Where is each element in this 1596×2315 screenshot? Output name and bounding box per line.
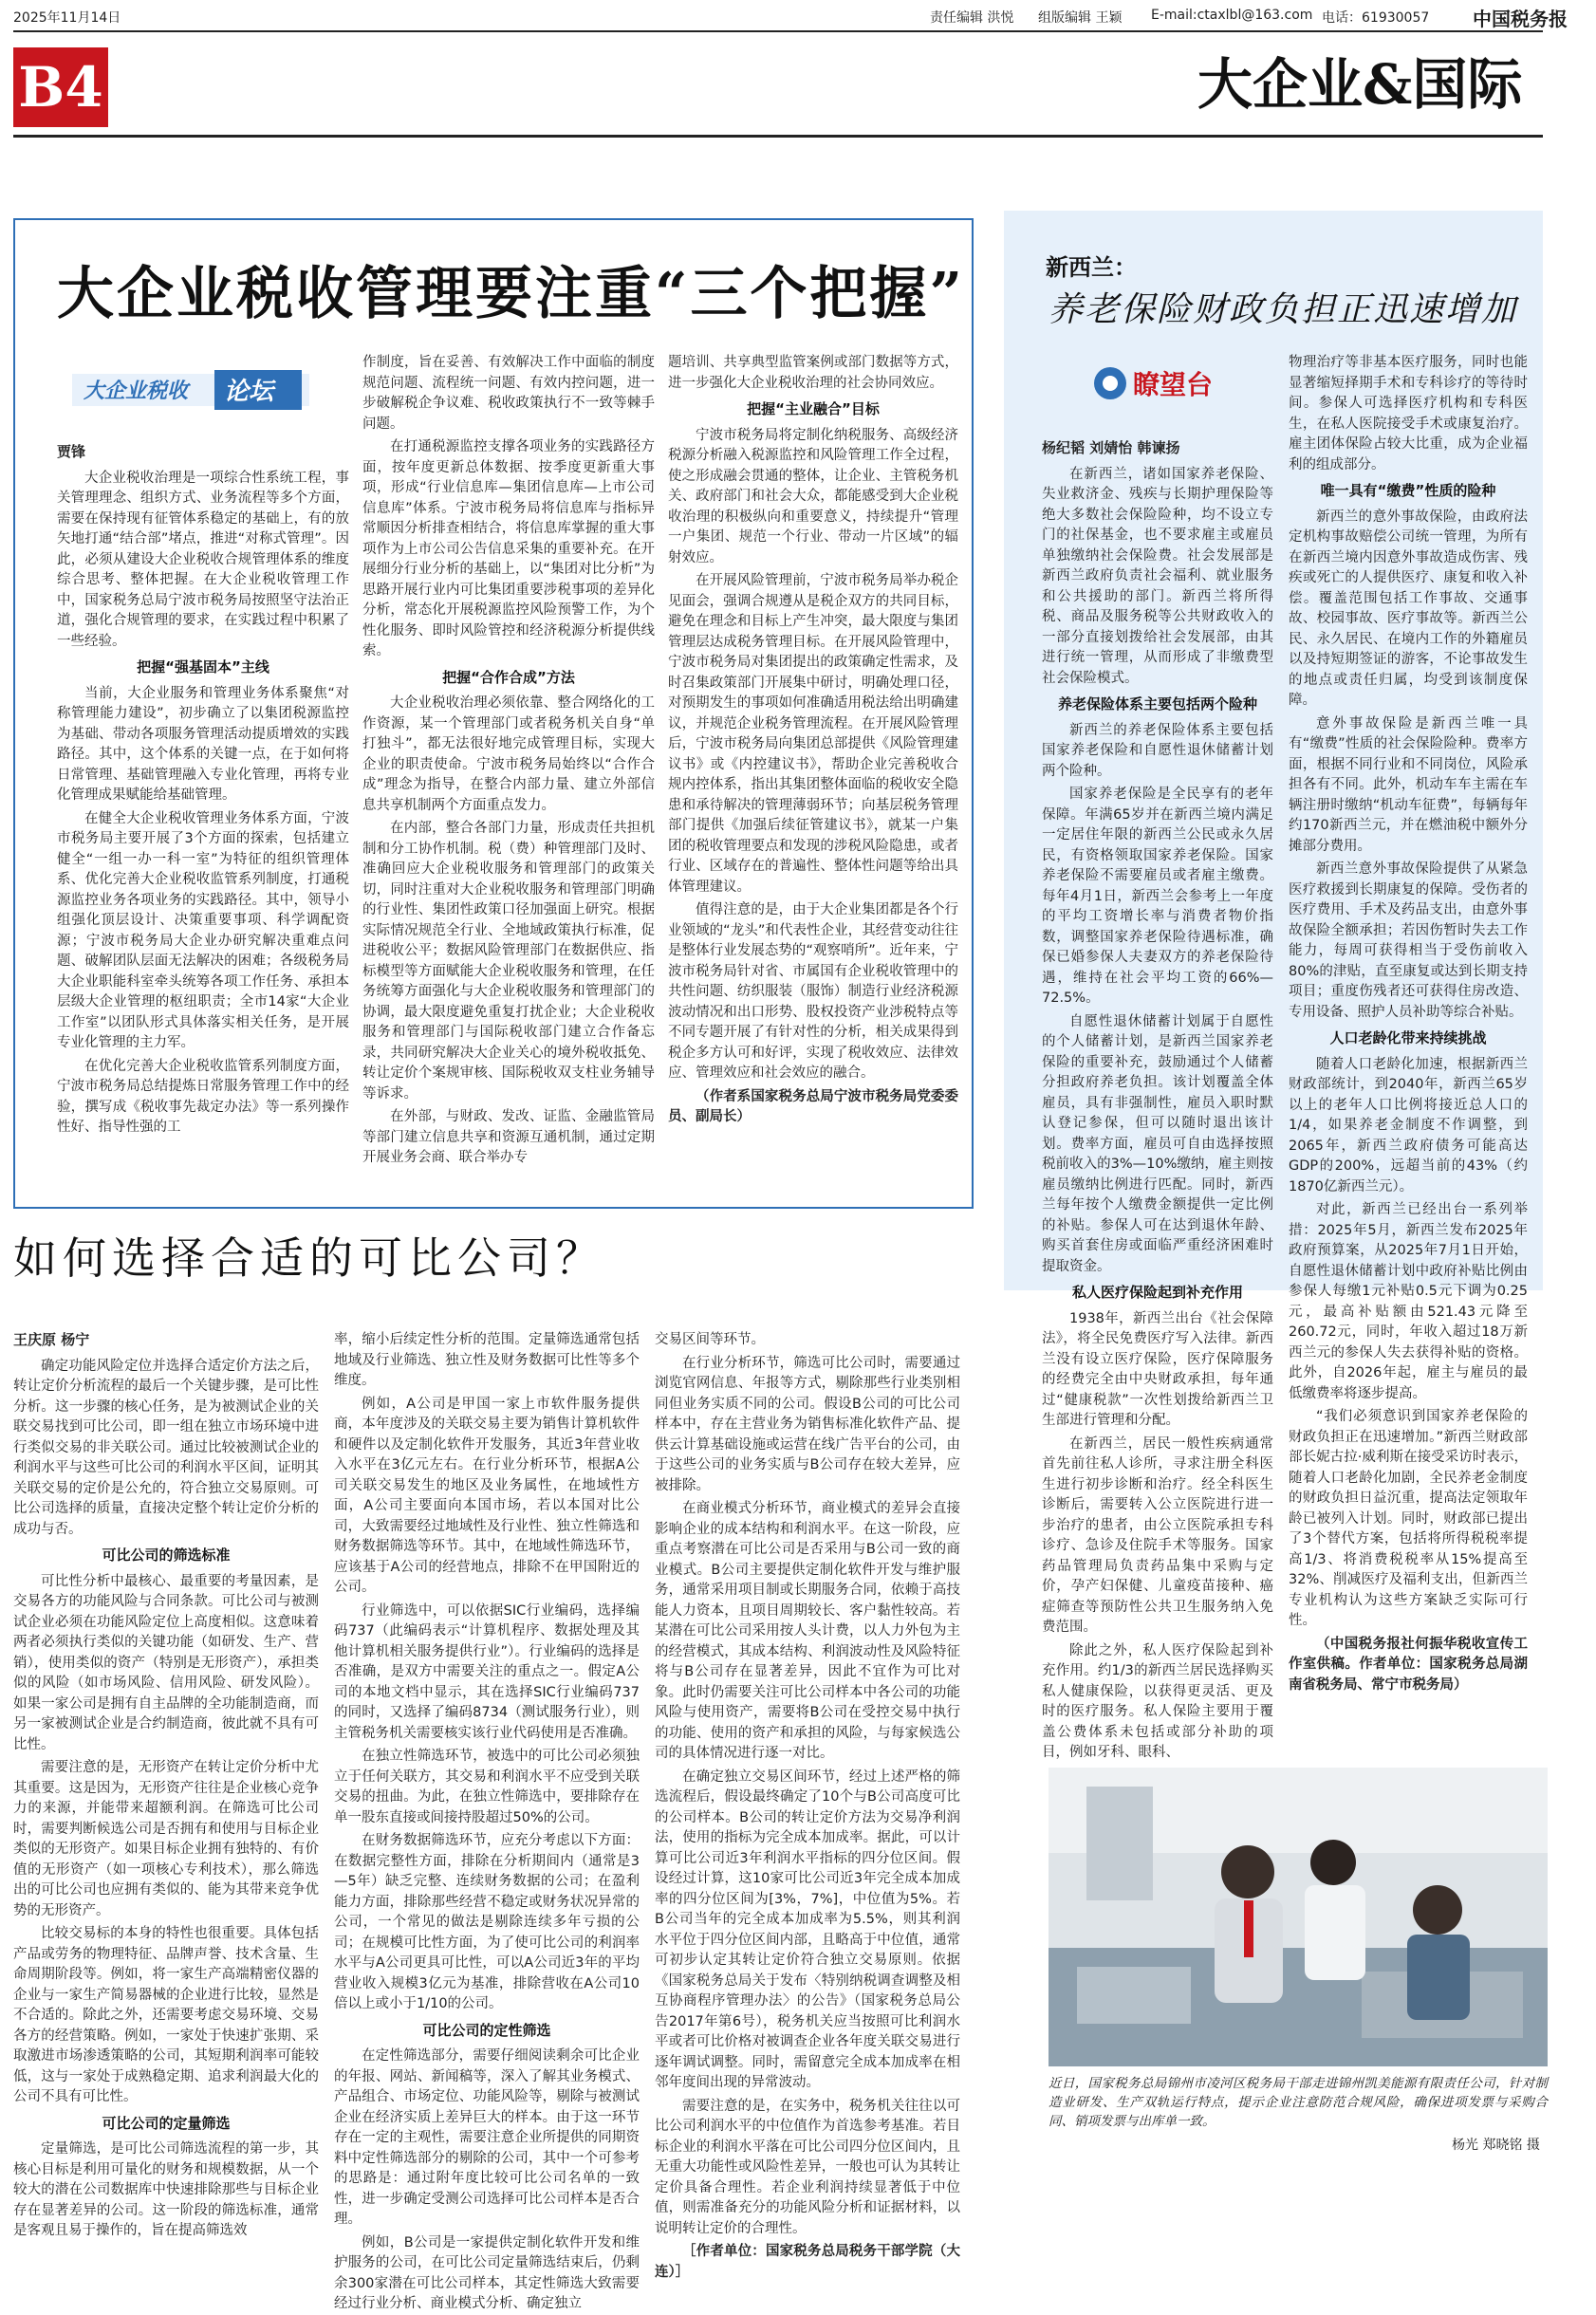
paragraph: 在定性筛选部分，需要仔细阅读剩余可比企业的年报、网站、新闻稿等，深入了解其业务模式、产品组合、市场定位、功能风险等，剔除与被测试企业在经济实质上差异巨大的样本。由于这一环节存在一定的主观性，需要注意企业所提供的同期资料中定性筛选部分的剔除的公司，其中一个可参考的思路是：通过附年度比较可比公司名单的一致性，进一步确定受测公司选择可比公司样本是否合理。 <box>334 2048 640 2227</box>
column-logo-tax-forum <box>72 368 309 412</box>
paragraph: 新西兰的意外事故保险，由政府法定机构事故赔偿公司统一管理，为所有在新西兰境内因意外事故造成伤害、残疾或死亡的人提供医疗、康复和收入补偿。覆盖范围包括工作事故、交通事故、校园事故、医疗事故等。新西兰公民、永久居民、在境内工作的外籍雇员以及持短期签证的游客，不论事故发生的地点或责任归属，均受到该制度保障。 <box>1289 509 1528 708</box>
paragraph: 物理治疗等非基本医疗服务，同时也能显著缩短择期手术和专科诊疗的等待时间。参保人可选择医疗机构和专科医生，在私人医院接受手术或康复治疗。雇主团体保险占较大比重，成为企业福利的组成部分。 <box>1289 355 1528 472</box>
paragraph: 在财务数据筛选环节，应充分考虑以下方面：在数据完整性方面，排除在分析期间内（通常是3—5年）缺乏完整、连续财务数据的公司；在盈利能力方面，排除那些经营不稳定或财务状况异常的公司，一个常见的做法是剔除连续多年亏损的公司；在规模可比性方面，为了使可比公司的利润率水平与A公司更具可比性，可以A公司近3年的平均营业收入规模3亿元为基准，排除营收在A公司10倍以上或小于1/10的公司。 <box>334 1833 640 2011</box>
paragraph: 需要注意的是，无形资产在转让定价分析中尤其重要。这是因为，无形资产往往是企业核心竞争力的来源，并能带来超额利润。在筛选可比公司时，需要判断候选公司是否拥有和使用与目标企业类似的无形资产。如果目标企业拥有独特的、有价值的无形资产（如一项核心专利技术），那么筛选出的可比公司也应拥有类似的、能为其带来竞争优势的无形资产。 <box>13 1760 319 1918</box>
subheading: 把握“合作合成”方法 <box>442 668 575 686</box>
section-title: 大企业&国际 <box>1197 52 1523 117</box>
subheading: 唯一具有“缴费”性质的险种 <box>1320 482 1496 499</box>
paragraph: 新西兰的养老保险体系主要包括国家养老保险和自愿性退休储蓄计划两个险种。 <box>1042 722 1273 779</box>
paragraph: 意外事故保险是新西兰唯一具有“缴费”性质的社会保险险种。费率方面，根据不同行业和不同岗位，风险承担各有不同。此外，机动车车主需在车辆注册时缴纳“机动车征费”，每辆每年约170新西兰元，并在燃油税中额外分摊部分费用。 <box>1289 715 1528 854</box>
photo-credit: 杨光 郑晓铭 摄 <box>1452 2138 1540 2153</box>
paragraph: 在行业分析环节，筛选可比公司时，需要通过浏览官网信息、年报等方式，剔除那些行业类别相同但业务实质不同的公司。假设B公司的可比公司样本中，存在主营业务为销售标准化软件产品、提供云计算基础设施或运营在线广告平台的公司，由于这些公司的业务实质与B公司存在较大差异，应被排除。 <box>655 1355 960 1493</box>
paragraph: 在新西兰，居民一般性疾病通常首先前往私人诊所，寻求注册全科医生进行初步诊断和治疗。经全科医生诊断后，需要转入公立医院进行进一步治疗的患者，由公立医院承担专科诊疗、急诊及住院手术等服务。国家药品管理局负责药品集中采购与定价，孕产妇保健、儿童疫苗接种、癌症筛查等预防性公共卫生服务纳入免费范围。 <box>1042 1435 1273 1635</box>
paragraph: 在商业模式分析环节，商业模式的差异会直接影响企业的成本结构和利润水平。在这一阶段，应重点考察潜在可比公司是否采用与B公司一致的商业模式。B公司主要提供定制化软件开发与维护服务，通常采用项目制或长期服务合同，依赖于高技能人力资本，且项目周期较长、客户黏性较高。若某潜在可比公司采用按人头计费，以人力外包为主的经营模式，其成本结构、利润波动性及风险特征将与B公司存在显著差异，因此不宜作为可比对象。此时仍需要关注可比公司样本中各公司的功能风险与使用资产，需要将B公司在受控交易中执行的功能、使用的资产和承担的风险，与每家候选公司的具体情况进行逐一对比。 <box>655 1501 960 1761</box>
paragraph: 交易区间等环节。 <box>655 1332 765 1347</box>
subheading: 人口老龄化带来持续挑战 <box>1329 1029 1487 1046</box>
paper-name: 中国税务报 <box>1473 8 1568 30</box>
paragraph: “我们必须意识到国家养老保险的财政负担正在迅速增加。”新西兰财政部部长妮古拉·威利斯在接受采访时表示，随着人口老龄化加剧，全民养老金制度的财政负担日益沉重，提高法定领取年龄已被列入计划。同时，财政部已提出了3个替代方案，包括将所得税税率提高1/3、将消费税税率从15%提高至32%、削减医疗及福利支出，但新西兰专业机构认为这些方案缺乏实际可行性。 <box>1289 1409 1528 1628</box>
paragraph: 例如，A公司是甲国一家上市软件服务提供商，本年度涉及的关联交易主要为销售计算机软件和硬件以及定制化软件开发服务，其近3年营业收入水平在3亿元左右。在行业分析环节，根据A公司关联交易发生的地区及业务属性，在地域性方面，A公司主要面向本国市场，若以本国对比公司，大致需要经过地域性及行业性、独立性筛选和财务数据筛选等环节。其中，在地域性筛选环节，应该基于A公司的经营地点，排除不在甲国附近的公司。 <box>334 1396 640 1595</box>
paragraph: 行业筛选中，可以依据SIC行业编码，选择编码737（此编码表示“计算机程序、数据处理及其他计算机相关服务提供行业”）。行业编码的选择是否准确，是双方中需要关注的重点之一。假定A公司的本地文档中显示，其在选择SIC行业编码737的同时，又选择了编码8734（测试服务行业），则主管税务机关需要核实该行业代码使用是否准确。 <box>334 1602 640 1741</box>
logo-text-1: 大企业税收 <box>84 380 189 403</box>
paragraph: 题培训、共享典型监管案例或部门数据等方式，进一步强化大企业税收治理的社会协同效应。 <box>668 355 958 391</box>
paragraph: 在确定独立交易区间环节，经过上述严格的筛选流程后，假设最终确定了10个与B公司高度可比的公司样本。B公司的转让定价方法为交易净利润法，使用的指标为完全成本加成率。据此，可以计算可比公司近3年利润水平指标的四分位区间。假设经过计算，这10家可比公司近3年完全成本加成率的四分位区间为[3%，7%]，中位值为5%。若B公司当年的完全成本加成率为5.5%，则其利润水平位于四分位区间内部，且略高于中位值，通常可初步认定其转让定价符合独立交易原则。依据《国家税务总局关于发布〈特别纳税调查调整及相互协商程序管理办法〉的公告》（国家税务总局公告2017年第6号），税务机关应当按照可比利润水平或者可比价格对被调查企业各年度关联交易进行逐年调试调整。同时，需留意完全成本加成率在相邻年度间出现的异常波动。 <box>655 1769 960 2090</box>
editor: 责任编辑 洪悦 <box>930 10 1014 26</box>
author-note: （作者系国家税务总局宁波市税务局党委委员、副局长） <box>668 1088 958 1124</box>
layout-editor: 组版编辑 王颖 <box>1038 10 1123 26</box>
subheading: 可比公司的定性筛选 <box>422 2021 551 2039</box>
subheading: 把握“强基固本”主线 <box>137 658 269 676</box>
article1-col3 <box>668 353 958 1192</box>
paragraph: 在健全大企业税收管理业务体系方面，宁波市税务局主要开展了3个方面的探索，包括建立健全“一组一办一科一室”为特征的组织管理体系、优化完善大企业税收监管系列制度，打通税源监控业务各项业务的实践路径。其中，领导小组强化顶层设计、决策重要事项、科学调配资源；宁波市税务局大企业办研究解决重难点问题、破解团队层面无法解决的困难；各级税务局大企业职能科室牵头统筹各项工作任务、承担本层级大企业管理的枢纽职责；全市14家“大企业工作室”以团队形式具体落实相关任务，是开展专业化管理的主力军。 <box>57 810 349 1050</box>
email: E-mail:ctaxlbl@163.com <box>1151 8 1313 23</box>
paragraph: 1938年，新西兰出台《社会保障法》，将全民免费医疗写入法律。新西兰没有设立医疗保险，医疗保障服务的经费完全由中央财政承担，每年通过“健康税款”一次性划拨给新西兰卫生部进行管理和分配。 <box>1042 1310 1273 1428</box>
photo-caption <box>1049 2074 1548 2131</box>
phone: 电话：61930057 <box>1322 10 1430 26</box>
photo-illustration <box>1049 1768 1548 2066</box>
paragraph: 率，缩小后续定性分析的范围。定量筛选通常包括地域及行业筛选、独立性及财务数据可比性等多个维度。 <box>334 1332 640 1388</box>
article3-col2 <box>1289 353 1528 1757</box>
page-number: B4 <box>13 47 108 127</box>
paragraph: 在优化完善大企业税收监管系列制度方面，宁波市税务局总结提炼日常服务管理工作中的经验，撰写成《税收事先裁定办法》等一系列操作性好、指导性强的工 <box>57 1058 349 1135</box>
paragraph: 对此，新西兰已经出台一系列举措：2025年5月，新西兰发布2025年政府预算案，从2025年7月1日开始，自愿性退休储蓄计划中政府补贴比例由参保人每缴1元补贴0.5元下调为0.25元，最高补贴额由521.43元降至260.72元，同时，年收入超过18万新西兰元的参保人失去获得补贴的资格。此外，自2026年起，雇主与雇员的最低缴费率将逐步提高。 <box>1289 1202 1528 1401</box>
paragraph: 在打通税源监控支撑各项业务的实践路径方面，按年度更新总体数据、按季度更新重大事项，形成“行业信息库—集团信息库—上市公司信息库”体系。宁波市税务局将信息库与指标异常顺因分析排查相结合，将信息库掌握的重大事项作为上市公司公告信息采集的重要补充。在开展细分行业分析的基础上，以“集团对比分析”为思路开展行业内可比集团重要涉税事项的差异化分析，常态化开展税源监控风险预警工作，为个性化服务、即时风险管控和经济税源分析提供线索。 <box>362 439 655 658</box>
issue-date: 2025年11月14日 <box>13 10 121 26</box>
paragraph: 作制度，旨在妥善、有效解决工作中面临的制度规范问题、流程统一问题、有效内控问题，进一步破解税企争议难、税收政策执行不一致等棘手问题。 <box>362 355 655 432</box>
paragraph: 当前，大企业服务和管理业务体系聚焦“对称管理能力建设”，初步确立了以集团税源监控为基础、带动各项服务管理活动提质增效的实践路径。其中，这个体系的关键一点，在于如何将日常管理、基础管理融入专业化管理，再将专业化管理成果赋能给基础管理。 <box>57 685 349 803</box>
paragraph: 宁波市税务局将定制化纳税服务、高级经济税源分析融入税源监控和风险管理工作全过程，使之形成融会贯通的整体，让企业、主管税务机关、政府部门和社会大众，都能感受到大企业税收治理的积极纵向和重要意义，持续提升“管理一户集团、规范一个行业、带动一片区域”的辐射效应。 <box>668 427 958 565</box>
news-photo <box>1049 1768 1548 2066</box>
paragraph: 需要注意的是，在实务中，税务机关往往以可比公司利润水平的中位值作为首选参考基准。若目标企业的利润水平落在可比公司四分位区间内，且无重大功能性或风险性差异，一般也可认为其转让定价具备合理性。若企业利润持续显著低于中位值，则需准备充分的功能风险分析和证据材料，以说明转让定价的合理性。 <box>655 2098 960 2236</box>
article3-col1 <box>1042 438 1273 1760</box>
article2-col3 <box>655 1330 960 2285</box>
article2-col2 <box>334 1330 640 2311</box>
paragraph: 值得注意的是，由于大企业集团都是各个行业领域的“龙头”和代表性企业，其经营变动往往是整体行业发展态势的“观察哨所”。近年来，宁波市税务局针对省、市属国有企业税收管理中的共性问题、纺织服装（服饰）制造行业经济税源波动情况和出口形势、股权投资产业涉税特点等不同专题开展了有针对性的分析，相关成果得到税企多方认可和好评，实现了税收效应、法律效应、管理效应和社会效应的融合。 <box>668 902 958 1081</box>
article2-title: 如何选择合适的可比公司？ <box>13 1232 605 1284</box>
article1-col2 <box>362 353 655 1192</box>
header-rule <box>13 30 1543 32</box>
section-rule <box>13 135 1543 138</box>
paragraph: 例如，B公司是一家提供定制化软件开发和维护服务的公司，在可比公司定量筛选结束后，仍剩余300家潜在可比公司样本，其定性筛选大致需要经过行业分析、商业模式分析、确定独立 <box>334 2234 640 2311</box>
paragraph: 自愿性退休储蓄计划属于自愿性的个人储蓄计划，是新西兰国家养老保险的重要补充，鼓励通过个人储蓄分担政府养老负担。该计划覆盖全体雇员，具有非强制性，雇员入职时默认登记参保，但可以随时退出该计划。费率方面，雇员可自由选择按照税前收入的3%—10%缴纳，雇主则按雇员缴纳比例进行匹配。同时，新西兰每年按个人缴费金额提供一定比例的补贴。参保人可在达到退休年龄、购买首套住房或面临严重经济困难时提取资金。 <box>1042 1013 1273 1274</box>
article2-authors: 王庆原 杨宁 <box>13 1331 90 1348</box>
article2-col1 <box>13 1330 319 2285</box>
caption-text: 近日，国家税务总局锦州市凌河区税务局干部走进锦州凯美能源有限责任公司，针对制造业研发、生产双轨运行特点，提示企业注意防范合规风险，确保进项发票与采购合同、销项发票与出库单一致。 <box>1049 2076 1548 2129</box>
paragraph: 在开展风险管理前，宁波市税务局举办税企见面会，强调合规遵从是税企双方的共同目标，避免在理念和目标上产生冲突，最大限度与集团管理层达成税务管理目标。在开展风险管理中，宁波市税务局对集团提出的政策确定性需求，及时召集政策部门开展集中研讨，明确处理口径，对预期发生的事项如何准确适用税法给出明确建议，并规范企业税务管理流程。在开展风险管理后，宁波市税务局向集团总部提供《风险管理建议书》或《内控建议书》，帮助企业完善税收合规内控体系，指出其集团整体面临的税收安全隐患和承待解决的管理薄弱环节；向基层税务管理部门提供《加强后续征管建议书》，就某一户集团的税收管理要点和发现的涉税风险隐患，或者行业、区域存在的普遍性、整体性问题等给出具体管理建议。 <box>668 573 958 895</box>
paragraph: 在外部，与财政、发改、证监、金融监管局等部门建立信息共享和资源互通机制，通过定期开展业务会商、联合举办专 <box>362 1109 655 1165</box>
paragraph: 大企业税收治理必须依靠、整合网络化的工作资源，某一个管理部门或者税务机关自身“单打独斗”，都无法很好地完成管理目标，实现大企业的职责使命。宁波市税务局始终以“合作合成”理念为指导，在整合内部力量、建立外部信息共享机制两个方面重点发力。 <box>362 695 655 813</box>
subheading: 养老保险体系主要包括两个险种 <box>1057 695 1257 713</box>
column-logo-lookout <box>1091 359 1234 408</box>
paragraph: 在内部，整合各部门力量，形成责任共担机制和分工协作机制。税（费）种管理部门及时、准确回应大企业税收服务和管理部门的政策关切，同时注重对大企业税收服务和管理部门明确的行业性、集团性政策口径加强面上研究。根据实际情况规范全行业、全地域政策执行标准，促进税收公平；数据风险管理部门在数据供应、指标模型等方面赋能大企业税收服务和管理，在任务统筹方面强化与大企业税收服务和管理部门的协调，最大限度避免重复打扰企业；大企业税收服务和管理部门与国际税收部门建立合作备忘录，共同研究解决大企业关心的境外税收抵免、转让定价个案规审核、国际税收双支柱业务辅导等诉求。 <box>362 821 655 1102</box>
paragraph: 大企业税收治理是一项综合性系统工程，事关管理理念、组织方式、业务流程等多个方面，需要在保持现有征管体系稳定的基础上，有的放矢地打通“结合部”堵点，推进“对称式管理”。因此，必须从建设大企业税收合规管理体系的维度综合思考、整体把握。在大企业税收管理工作中，国家税务总局宁波市税务局按照坚守法治正道，强化合规管理的要求，在实践过程中积累了一些经验。 <box>57 470 349 649</box>
subheading: 可比公司的定量筛选 <box>102 2114 231 2132</box>
paragraph: 新西兰意外事故保险提供了从紧急医疗救援到长期康复的保障。受伤者的医疗费用、手术及药品支出，由意外事故保险全额承担；若因伤暂时失去工作能力，每周可获得相当于受伤前收入80%的津贴，直至康复或达到长期支持项目；重度伤残者还可获得住房改造、专用设备、照护人员补助等综合补贴。 <box>1289 861 1528 1020</box>
author-note: ［作者单位：国家税务总局税务干部学院（大连）］ <box>655 2244 960 2280</box>
paragraph: 除此之外，私人医疗保险起到补充作用。约1/3的新西兰居民选择购买私人健康保险，以获得更灵活、更及时的医疗服务。私人保险主要用于覆盖公费体系未包括或部分补助的项目，例如牙科、眼科、 <box>1042 1642 1273 1760</box>
article1-col1 <box>57 442 349 1192</box>
subheading: 把握“主业融合”目标 <box>747 400 880 417</box>
paragraph: 定量筛选，是可比公司筛选流程的第一步，其核心目标是利用可量化的财务和规模数据，从一个较大的潜在公司数据库中快速排除那些与目标企业存在显著差异的公司。这一阶段的筛选标准，通常是客观且易于操作的，旨在提高筛选效 <box>13 2141 319 2238</box>
article1-title: 大企业税收管理要注重“三个把握” <box>57 261 966 327</box>
article3-kicker: 新西兰： <box>1046 254 1137 281</box>
paragraph: 确定功能风险定位并选择合适定价方法之后，转让定价分析流程的最后一个关键步骤，是可比性分析。这一步骤的核心任务，是为被测试企业的关联交易找到可比公司，即一组在独立市场环境中进行类似交易的非关联公司。通过比较被测试企业的利润水平与这些可比公司的利润水平区间，证明其关联交易的定价是公允的，符合独立交易原则。可比公司选择的质量，直接决定整个转让定价分析的成功与否。 <box>13 1358 319 1537</box>
subheading: 可比公司的筛选标准 <box>102 1546 231 1564</box>
paragraph: 在新西兰，诸如国家养老保险、失业救济金、残疾与长期护理保险等绝大多数社会保险险种，均不设立专门的社保基金，也不要求雇主或雇员单独缴纳社会保险费。社会发展部是新西兰政府负责社会福利、就业服务和公共援助的部门。新西兰将所得税、商品及服务税等公共财政收入的一部分直接划拨给社会发展部，由其进行统一管理，从而形成了非缴费型社会保险模式。 <box>1042 466 1273 686</box>
subheading: 私人医疗保险起到补充作用 <box>1071 1284 1243 1301</box>
paragraph: 可比性分析中最核心、最重要的考量因素，是交易各方的功能风险与合同条款。可比公司与被测试企业必须在功能风险定位上高度相似。这意味着两者必须执行类似的关键功能（如研发、生产、营销），使用类似的资产（特别是无形资产），承担类似的风险（如市场风险、信用风险、研发风险）。如果一家公司是拥有自主品牌的全功能制造商，而另一家被测试企业是合约制造商，彼此就不具有可比性。 <box>13 1573 319 1752</box>
paragraph: 随着人口老龄化加速，根据新西兰财政部统计，到2040年，新西兰65岁以上的老年人口比例将接近总人口的1/4，如果养老金制度不作调整，到2065年，新西兰政府债务可能高达GDP的200%，远超当前的43%（约1870亿新西兰元）。 <box>1289 1056 1528 1195</box>
article3-title: 养老保险财政负担正迅速增加 <box>1049 290 1518 329</box>
paragraph: 国家养老保险是全民享有的老年保障。年满65岁并在新西兰境内满足一定居住年限的新西兰公民或永久居民，有资格领取国家养老保险。国家养老保险不需要雇员或者雇主缴费。每年4月1日，新西兰会参考上一年度的平均工资增长率与消费者物价指数，调整国家养老保险待遇标准，确保已婚参保人夫妻双方的养老保险待遇，维持在社会平均工资的66%—72.5%。 <box>1042 787 1273 1006</box>
article1-author: 贾锋 <box>57 443 86 460</box>
logo-text-2: 论坛 <box>224 378 274 406</box>
author-note: （中国税务报社何振华税收宣传工作室供稿。作者单位：国家税务总局湖南省税务局、常宁市税务局） <box>1289 1636 1528 1693</box>
paragraph: 比较交易标的本身的特性也很重要。具体包括产品或劳务的物理特征、品牌声誉、技术含量、生命周期阶段等。例如，将一家生产高端精密仪器的企业与一家生产简易器械的企业进行比较，显然是不合适的。除此之外，还需要考虑交易环境、交易各方的经营策略。例如，一家处于快速扩张期、采取激进市场渗透策略的公司，其短期利润率可能较低，这与一家处于成熟稳定期、追求利润最大化的公司不具有可比性。 <box>13 1926 319 2104</box>
paragraph: 在独立性筛选环节，被选中的可比公司必须独立于任何关联方，其交易和利润水平不应受到关联交易的扭曲。为此，在独立性筛选中，要排除存在单一股东直接或间接持股超过50%的公司。 <box>334 1749 640 1825</box>
article3-authors: 杨纪韬 刘婧怡 韩谏扬 <box>1042 439 1180 456</box>
lookout-logo-text: 瞭望台 <box>1133 369 1214 400</box>
